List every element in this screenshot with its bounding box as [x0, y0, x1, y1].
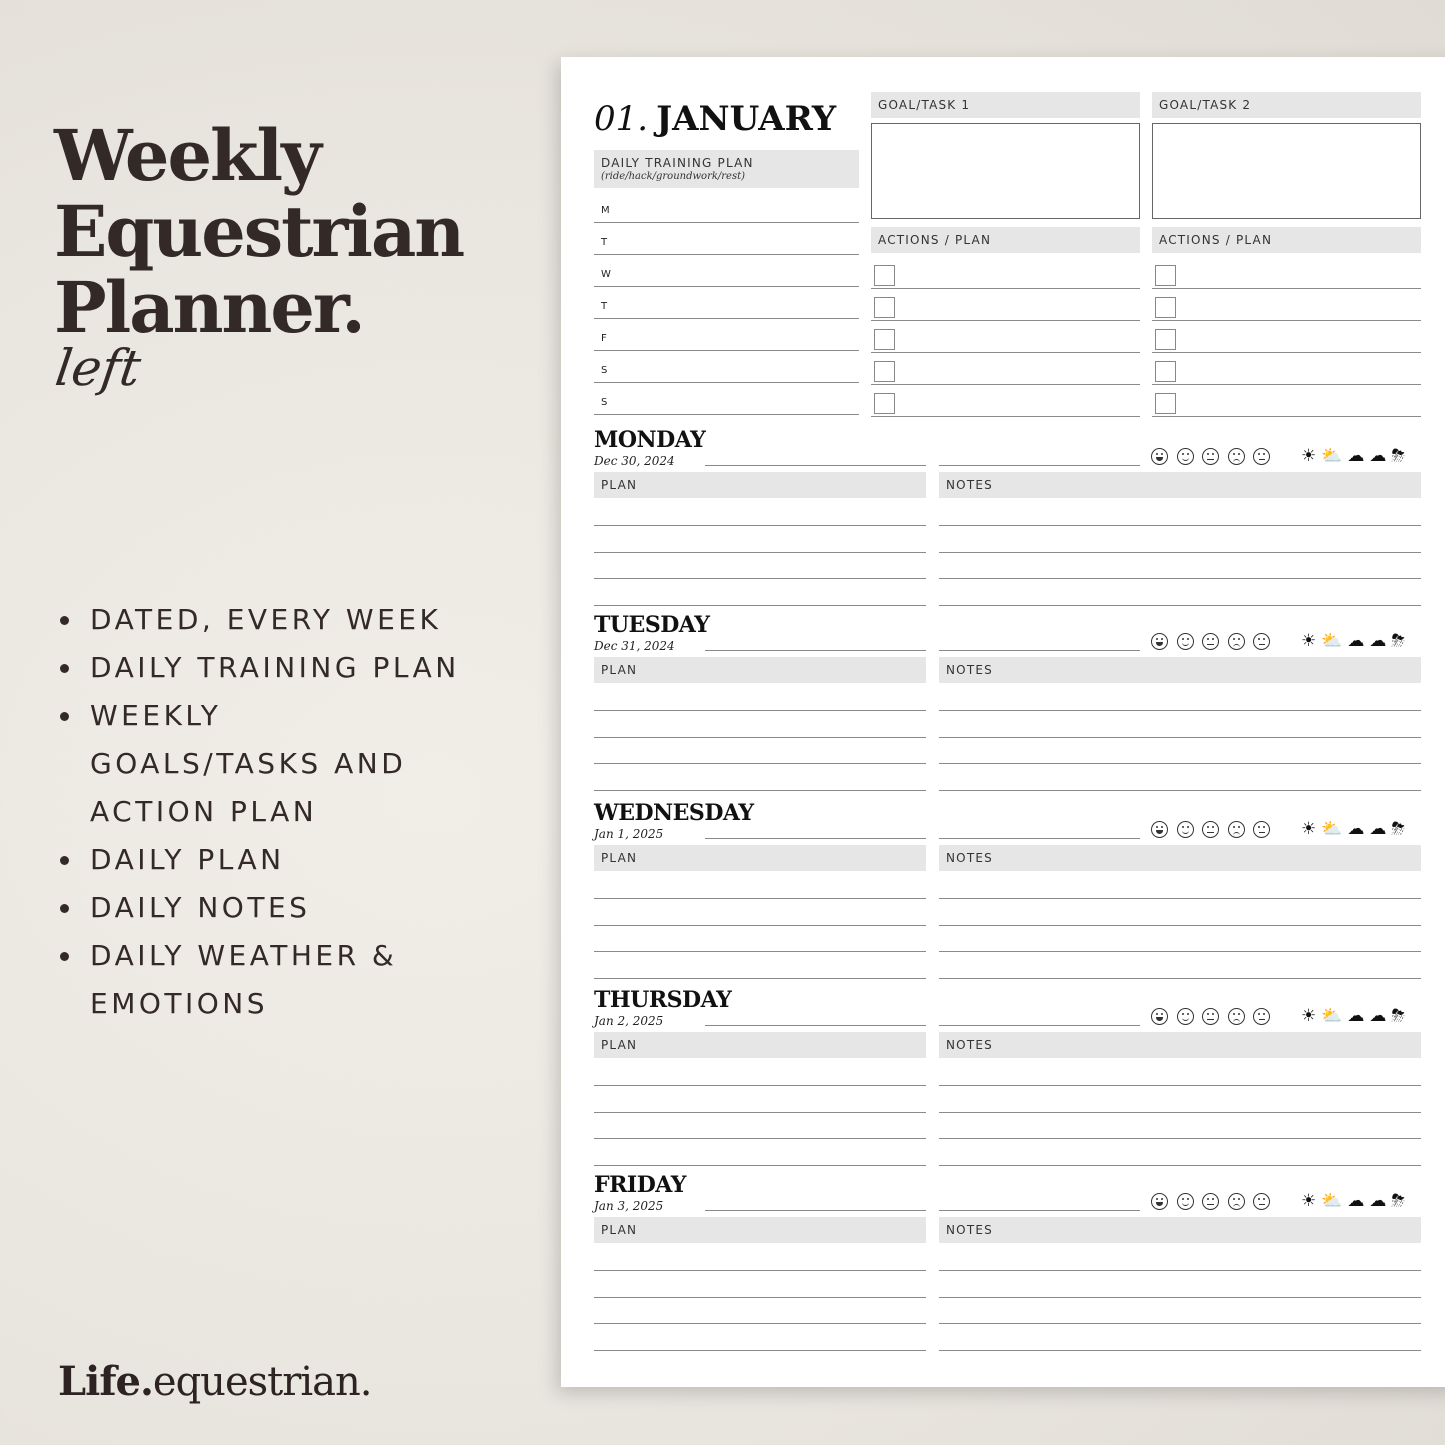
sad-face-icon[interactable] — [1228, 448, 1245, 465]
goal-task-2-box[interactable] — [1152, 123, 1421, 219]
notes-line[interactable] — [939, 1112, 1421, 1113]
training-plan-subtitle: (ride/hack/groundwork/rest) — [601, 171, 746, 182]
notes-line[interactable] — [939, 710, 1421, 711]
emotion-picker — [1151, 448, 1279, 465]
feature-item: DAILY NOTES — [58, 884, 498, 932]
sun-icon[interactable]: ☀ — [1301, 446, 1317, 466]
happy-face-icon[interactable] — [1151, 821, 1168, 838]
sad-face-icon[interactable] — [1228, 1193, 1245, 1210]
meh-face-icon[interactable] — [1253, 633, 1270, 650]
action-checkbox[interactable] — [874, 297, 895, 318]
day-mood-line — [939, 838, 1140, 839]
action-checkbox[interactable] — [1155, 361, 1176, 382]
day-name: FRIDAY — [594, 1172, 686, 1198]
action-row[interactable] — [1152, 293, 1421, 321]
notes-line[interactable] — [939, 1085, 1421, 1086]
plan-line[interactable] — [594, 605, 926, 606]
plan-header: PLAN — [594, 657, 926, 683]
notes-line[interactable] — [939, 951, 1421, 952]
action-checkbox[interactable] — [1155, 393, 1176, 414]
sun-icon[interactable]: ☀ — [1301, 1191, 1317, 1211]
cloud-icon[interactable]: ☁ — [1369, 1006, 1387, 1026]
storm-icon[interactable]: ⛈ — [1391, 446, 1406, 466]
promo-title-line2: Equestrian — [54, 190, 464, 273]
training-row[interactable]: T — [594, 237, 859, 255]
training-row[interactable]: F — [594, 333, 859, 351]
notes-line[interactable] — [939, 578, 1421, 579]
feature-item: DAILY WEATHER & — [58, 932, 498, 980]
plan-line[interactable] — [594, 1323, 926, 1324]
sun-icon[interactable]: ☀ — [1301, 1006, 1317, 1026]
weather-picker — [1301, 1193, 1410, 1210]
meh-face-icon[interactable] — [1253, 448, 1270, 465]
partly-cloudy-icon[interactable]: ⛅ — [1321, 819, 1343, 839]
day-name: WEDNESDAY — [594, 800, 754, 826]
action-checkbox[interactable] — [1155, 297, 1176, 318]
notes-header: NOTES — [939, 1032, 1421, 1058]
partly-cloudy-icon[interactable]: ⛅ — [1321, 631, 1343, 651]
action-checkbox[interactable] — [874, 361, 895, 382]
action-row[interactable] — [871, 325, 1140, 353]
action-checkbox[interactable] — [1155, 265, 1176, 286]
weather-picker — [1301, 1008, 1410, 1025]
partly-cloudy-icon[interactable]: ⛅ — [1321, 1191, 1343, 1211]
smile-face-icon[interactable] — [1177, 1008, 1194, 1025]
promo-script-label: left — [51, 339, 145, 397]
feature-item: DATED, EVERY WEEK — [58, 596, 498, 644]
plan-line[interactable] — [594, 1297, 926, 1298]
day-title-line — [705, 1210, 926, 1211]
notes-header: NOTES — [939, 657, 1421, 683]
plan-header: PLAN — [594, 472, 926, 498]
storm-icon[interactable]: ⛈ — [1391, 1191, 1406, 1211]
happy-face-icon[interactable] — [1151, 1193, 1168, 1210]
day-mood-line — [939, 1210, 1140, 1211]
notes-header: NOTES — [939, 472, 1421, 498]
day-name: THURSDAY — [594, 987, 732, 1013]
cloud-icon[interactable]: ☁ — [1369, 1191, 1387, 1211]
cloud-icon[interactable]: ☁ — [1369, 446, 1387, 466]
cloud-sun-icon[interactable]: ☁ — [1347, 631, 1365, 651]
feature-item: DAILY PLAN — [58, 836, 498, 884]
notes-line[interactable] — [939, 737, 1421, 738]
notes-line[interactable] — [939, 1138, 1421, 1139]
neutral-face-icon[interactable] — [1202, 448, 1219, 465]
smile-face-icon[interactable] — [1177, 633, 1194, 650]
feature-item-continued: EMOTIONS — [90, 987, 269, 1020]
day-mood-line — [939, 465, 1140, 466]
plan-line[interactable] — [594, 1138, 926, 1139]
plan-line[interactable] — [594, 763, 926, 764]
plan-line[interactable] — [594, 925, 926, 926]
training-row[interactable]: W — [594, 269, 859, 287]
plan-line[interactable] — [594, 710, 926, 711]
meh-face-icon[interactable] — [1253, 821, 1270, 838]
partly-cloudy-icon[interactable]: ⛅ — [1321, 1006, 1343, 1026]
sad-face-icon[interactable] — [1228, 821, 1245, 838]
actions-plan-header: ACTIONS / PLAN — [871, 227, 1140, 253]
smile-face-icon[interactable] — [1177, 448, 1194, 465]
promo-title-line1: Weekly — [54, 114, 320, 197]
notes-line[interactable] — [939, 790, 1421, 791]
notes-header: NOTES — [939, 845, 1421, 871]
month-title — [594, 99, 836, 139]
storm-icon[interactable]: ⛈ — [1391, 819, 1406, 839]
action-checkbox[interactable] — [874, 393, 895, 414]
notes-line[interactable] — [939, 552, 1421, 553]
action-row[interactable] — [1152, 357, 1421, 385]
notes-line[interactable] — [939, 1297, 1421, 1298]
storm-icon[interactable]: ⛈ — [1391, 1006, 1406, 1026]
plan-line[interactable] — [594, 1350, 926, 1351]
day-date: Jan 3, 2025 — [594, 1199, 664, 1213]
weather-picker — [1301, 821, 1410, 838]
smile-face-icon[interactable] — [1177, 1193, 1194, 1210]
goal-task-1-header: GOAL/TASK 1 — [871, 92, 1140, 118]
weather-picker — [1301, 633, 1410, 650]
action-row[interactable] — [871, 293, 1140, 321]
sad-face-icon[interactable] — [1228, 1008, 1245, 1025]
training-plan-header — [594, 150, 859, 188]
notes-line[interactable] — [939, 978, 1421, 979]
notes-line[interactable] — [939, 1270, 1421, 1271]
day-title-line — [705, 465, 926, 466]
emotion-picker — [1151, 1193, 1279, 1210]
notes-line[interactable] — [939, 1323, 1421, 1324]
feature-list — [58, 596, 498, 1028]
action-row[interactable] — [871, 357, 1140, 385]
action-row[interactable] — [1152, 389, 1421, 417]
goal-task-2-header: GOAL/TASK 2 — [1152, 92, 1421, 118]
day-name: TUESDAY — [594, 612, 710, 638]
day-title-line — [705, 838, 926, 839]
plan-line[interactable] — [594, 898, 926, 899]
day-date: Jan 1, 2025 — [594, 827, 664, 841]
month-number: 01. — [594, 99, 649, 139]
action-checkbox[interactable] — [874, 329, 895, 350]
cloud-sun-icon[interactable]: ☁ — [1347, 1191, 1365, 1211]
plan-line[interactable] — [594, 951, 926, 952]
notes-line[interactable] — [939, 1165, 1421, 1166]
sun-icon[interactable]: ☀ — [1301, 631, 1317, 651]
training-row[interactable]: S — [594, 365, 859, 383]
action-row[interactable] — [871, 261, 1140, 289]
day-mood-line — [939, 1025, 1140, 1026]
notes-line[interactable] — [939, 525, 1421, 526]
action-row[interactable] — [1152, 325, 1421, 353]
meh-face-icon[interactable] — [1253, 1008, 1270, 1025]
meh-face-icon[interactable] — [1253, 1193, 1270, 1210]
day-mood-line — [939, 650, 1140, 651]
feature-item: DAILY TRAINING PLAN — [58, 644, 498, 692]
cloud-sun-icon[interactable]: ☁ — [1347, 446, 1365, 466]
plan-header: PLAN — [594, 1032, 926, 1058]
plan-line[interactable] — [594, 1270, 926, 1271]
feature-item-continued: GOALS/TASKS AND — [90, 747, 407, 780]
plan-line[interactable] — [594, 1085, 926, 1086]
happy-face-icon[interactable] — [1151, 448, 1168, 465]
day-title-line — [705, 1025, 926, 1026]
neutral-face-icon[interactable] — [1202, 1008, 1219, 1025]
feature-item: WEEKLY — [58, 692, 498, 740]
brand-logo-rest: equestrian. — [152, 1359, 372, 1405]
neutral-face-icon[interactable] — [1202, 633, 1219, 650]
action-row[interactable] — [871, 389, 1140, 417]
day-date: Dec 30, 2024 — [594, 454, 675, 468]
training-row[interactable]: M — [594, 205, 859, 223]
planner-page — [561, 57, 1445, 1387]
action-row[interactable] — [1152, 261, 1421, 289]
emotion-picker — [1151, 821, 1279, 838]
notes-header: NOTES — [939, 1217, 1421, 1243]
storm-icon[interactable]: ⛈ — [1391, 631, 1406, 651]
action-checkbox[interactable] — [1155, 329, 1176, 350]
plan-line[interactable] — [594, 978, 926, 979]
cloud-icon[interactable]: ☁ — [1369, 631, 1387, 651]
promo-title-line3: Planner. — [54, 266, 364, 349]
smile-face-icon[interactable] — [1177, 821, 1194, 838]
plan-line[interactable] — [594, 1165, 926, 1166]
cloud-sun-icon[interactable]: ☁ — [1347, 819, 1365, 839]
day-date: Dec 31, 2024 — [594, 639, 675, 653]
notes-line[interactable] — [939, 763, 1421, 764]
training-row[interactable]: T — [594, 301, 859, 319]
promo-title — [54, 114, 494, 349]
weather-picker — [1301, 448, 1410, 465]
plan-line[interactable] — [594, 1112, 926, 1113]
notes-line[interactable] — [939, 925, 1421, 926]
day-date: Jan 2, 2025 — [594, 1014, 664, 1028]
neutral-face-icon[interactable] — [1202, 1193, 1219, 1210]
notes-line[interactable] — [939, 605, 1421, 606]
partly-cloudy-icon[interactable]: ⛅ — [1321, 446, 1343, 466]
plan-line[interactable] — [594, 552, 926, 553]
brand-logo — [58, 1358, 371, 1405]
sun-icon[interactable]: ☀ — [1301, 819, 1317, 839]
actions-plan-header: ACTIONS / PLAN — [1152, 227, 1421, 253]
happy-face-icon[interactable] — [1151, 1008, 1168, 1025]
emotion-picker — [1151, 633, 1279, 650]
cloud-sun-icon[interactable]: ☁ — [1347, 1006, 1365, 1026]
plan-header: PLAN — [594, 845, 926, 871]
emotion-picker — [1151, 1008, 1279, 1025]
notes-line[interactable] — [939, 1350, 1421, 1351]
brand-logo-bold: Life. — [58, 1358, 153, 1405]
neutral-face-icon[interactable] — [1202, 821, 1219, 838]
goal-task-1-box[interactable] — [871, 123, 1140, 219]
day-name: MONDAY — [594, 427, 706, 453]
sad-face-icon[interactable] — [1228, 633, 1245, 650]
training-row[interactable]: S — [594, 397, 859, 415]
cloud-icon[interactable]: ☁ — [1369, 819, 1387, 839]
plan-line[interactable] — [594, 790, 926, 791]
plan-header: PLAN — [594, 1217, 926, 1243]
notes-line[interactable] — [939, 898, 1421, 899]
plan-line[interactable] — [594, 578, 926, 579]
month-name: JANUARY — [656, 99, 837, 139]
day-title-line — [705, 650, 926, 651]
plan-line[interactable] — [594, 525, 926, 526]
happy-face-icon[interactable] — [1151, 633, 1168, 650]
training-plan-label: DAILY TRAINING PLAN — [601, 156, 754, 170]
action-checkbox[interactable] — [874, 265, 895, 286]
feature-item-continued: ACTION PLAN — [90, 795, 318, 828]
plan-line[interactable] — [594, 737, 926, 738]
